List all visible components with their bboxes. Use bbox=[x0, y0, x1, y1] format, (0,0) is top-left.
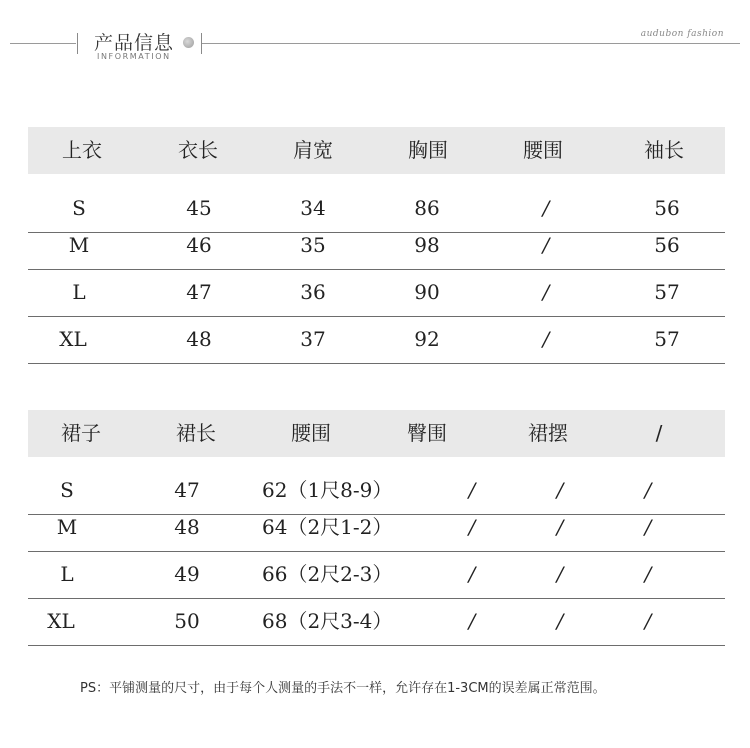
value-cell: 57 bbox=[654, 280, 680, 304]
header-cell: 裙子 bbox=[61, 421, 101, 445]
value-cell: 46 bbox=[186, 233, 212, 257]
section-subtitle: INFORMATION bbox=[97, 52, 171, 61]
section-title: 产品信息 bbox=[94, 32, 175, 54]
value-cell: / bbox=[468, 515, 476, 539]
value-cell: / bbox=[542, 233, 550, 257]
table-row bbox=[28, 222, 725, 270]
value-cell: 50 bbox=[174, 609, 200, 633]
table-row bbox=[28, 316, 725, 364]
size-cell: XL bbox=[59, 327, 87, 351]
value-cell: 45 bbox=[186, 196, 212, 220]
value-cell: / bbox=[556, 609, 564, 633]
value-cell: 47 bbox=[174, 478, 200, 502]
header-cell: 袖长 bbox=[644, 138, 684, 162]
value-cell: 98 bbox=[414, 233, 440, 257]
value-cell: / bbox=[644, 609, 652, 633]
table-header bbox=[28, 410, 725, 457]
dot-icon bbox=[183, 37, 194, 48]
header-divider-left bbox=[10, 43, 76, 44]
value-cell: / bbox=[556, 515, 564, 539]
value-cell: 37 bbox=[300, 327, 326, 351]
value-cell: / bbox=[542, 280, 550, 304]
value-cell: 36 bbox=[300, 280, 326, 304]
value-cell: 66（2尺2-3） bbox=[262, 562, 393, 586]
table-row bbox=[28, 598, 725, 646]
header-cell: 腰围 bbox=[523, 138, 563, 162]
value-cell: 47 bbox=[186, 280, 212, 304]
table-row bbox=[28, 504, 725, 552]
header-cell: 上衣 bbox=[62, 138, 102, 162]
value-cell: / bbox=[468, 562, 476, 586]
header-cell: 裙摆 bbox=[528, 421, 568, 445]
value-cell: 34 bbox=[300, 196, 326, 220]
measurement-note: PS：平铺测量的尺寸，由于每个人测量的手法不一样，允许存在1-3CM的误差属正常范围。 bbox=[80, 681, 606, 696]
value-cell: 57 bbox=[654, 327, 680, 351]
header-cell: 臀围 bbox=[407, 421, 447, 445]
size-cell: L bbox=[72, 280, 86, 304]
value-cell: 64（2尺1-2） bbox=[262, 515, 393, 539]
table-row bbox=[28, 269, 725, 317]
header-cell: 腰围 bbox=[291, 421, 331, 445]
value-cell: 92 bbox=[414, 327, 440, 351]
value-cell: 68（2尺3-4） bbox=[262, 609, 393, 633]
size-cell: M bbox=[56, 515, 78, 539]
value-cell: / bbox=[468, 478, 476, 502]
brand-watermark: audubon fashion bbox=[640, 29, 724, 39]
value-cell: 86 bbox=[414, 196, 440, 220]
header-cell: 裙长 bbox=[176, 421, 216, 445]
header-cell: 胸围 bbox=[408, 138, 448, 162]
value-cell: 35 bbox=[300, 233, 326, 257]
value-cell: 62（1尺8-9） bbox=[262, 478, 393, 502]
value-cell: 48 bbox=[186, 327, 212, 351]
value-cell: / bbox=[468, 609, 476, 633]
size-cell: L bbox=[60, 562, 74, 586]
header-tick-left bbox=[77, 33, 78, 54]
size-cell: XL bbox=[47, 609, 75, 633]
header-cell: 肩宽 bbox=[293, 138, 333, 162]
value-cell: / bbox=[542, 327, 550, 351]
value-cell: 90 bbox=[414, 280, 440, 304]
value-cell: / bbox=[542, 196, 550, 220]
value-cell: / bbox=[556, 562, 564, 586]
header-cell: / bbox=[655, 421, 663, 445]
value-cell: 56 bbox=[654, 196, 680, 220]
size-cell: S bbox=[60, 478, 74, 502]
value-cell: / bbox=[556, 478, 564, 502]
size-cell: S bbox=[72, 196, 86, 220]
table-header bbox=[28, 127, 725, 174]
value-cell: 56 bbox=[654, 233, 680, 257]
value-cell: / bbox=[644, 515, 652, 539]
table-row bbox=[28, 551, 725, 599]
size-cell: M bbox=[68, 233, 90, 257]
header-divider-right bbox=[202, 43, 740, 44]
value-cell: / bbox=[644, 562, 652, 586]
value-cell: 49 bbox=[174, 562, 200, 586]
value-cell: 48 bbox=[174, 515, 200, 539]
value-cell: / bbox=[644, 478, 652, 502]
header-cell: 衣长 bbox=[178, 138, 218, 162]
